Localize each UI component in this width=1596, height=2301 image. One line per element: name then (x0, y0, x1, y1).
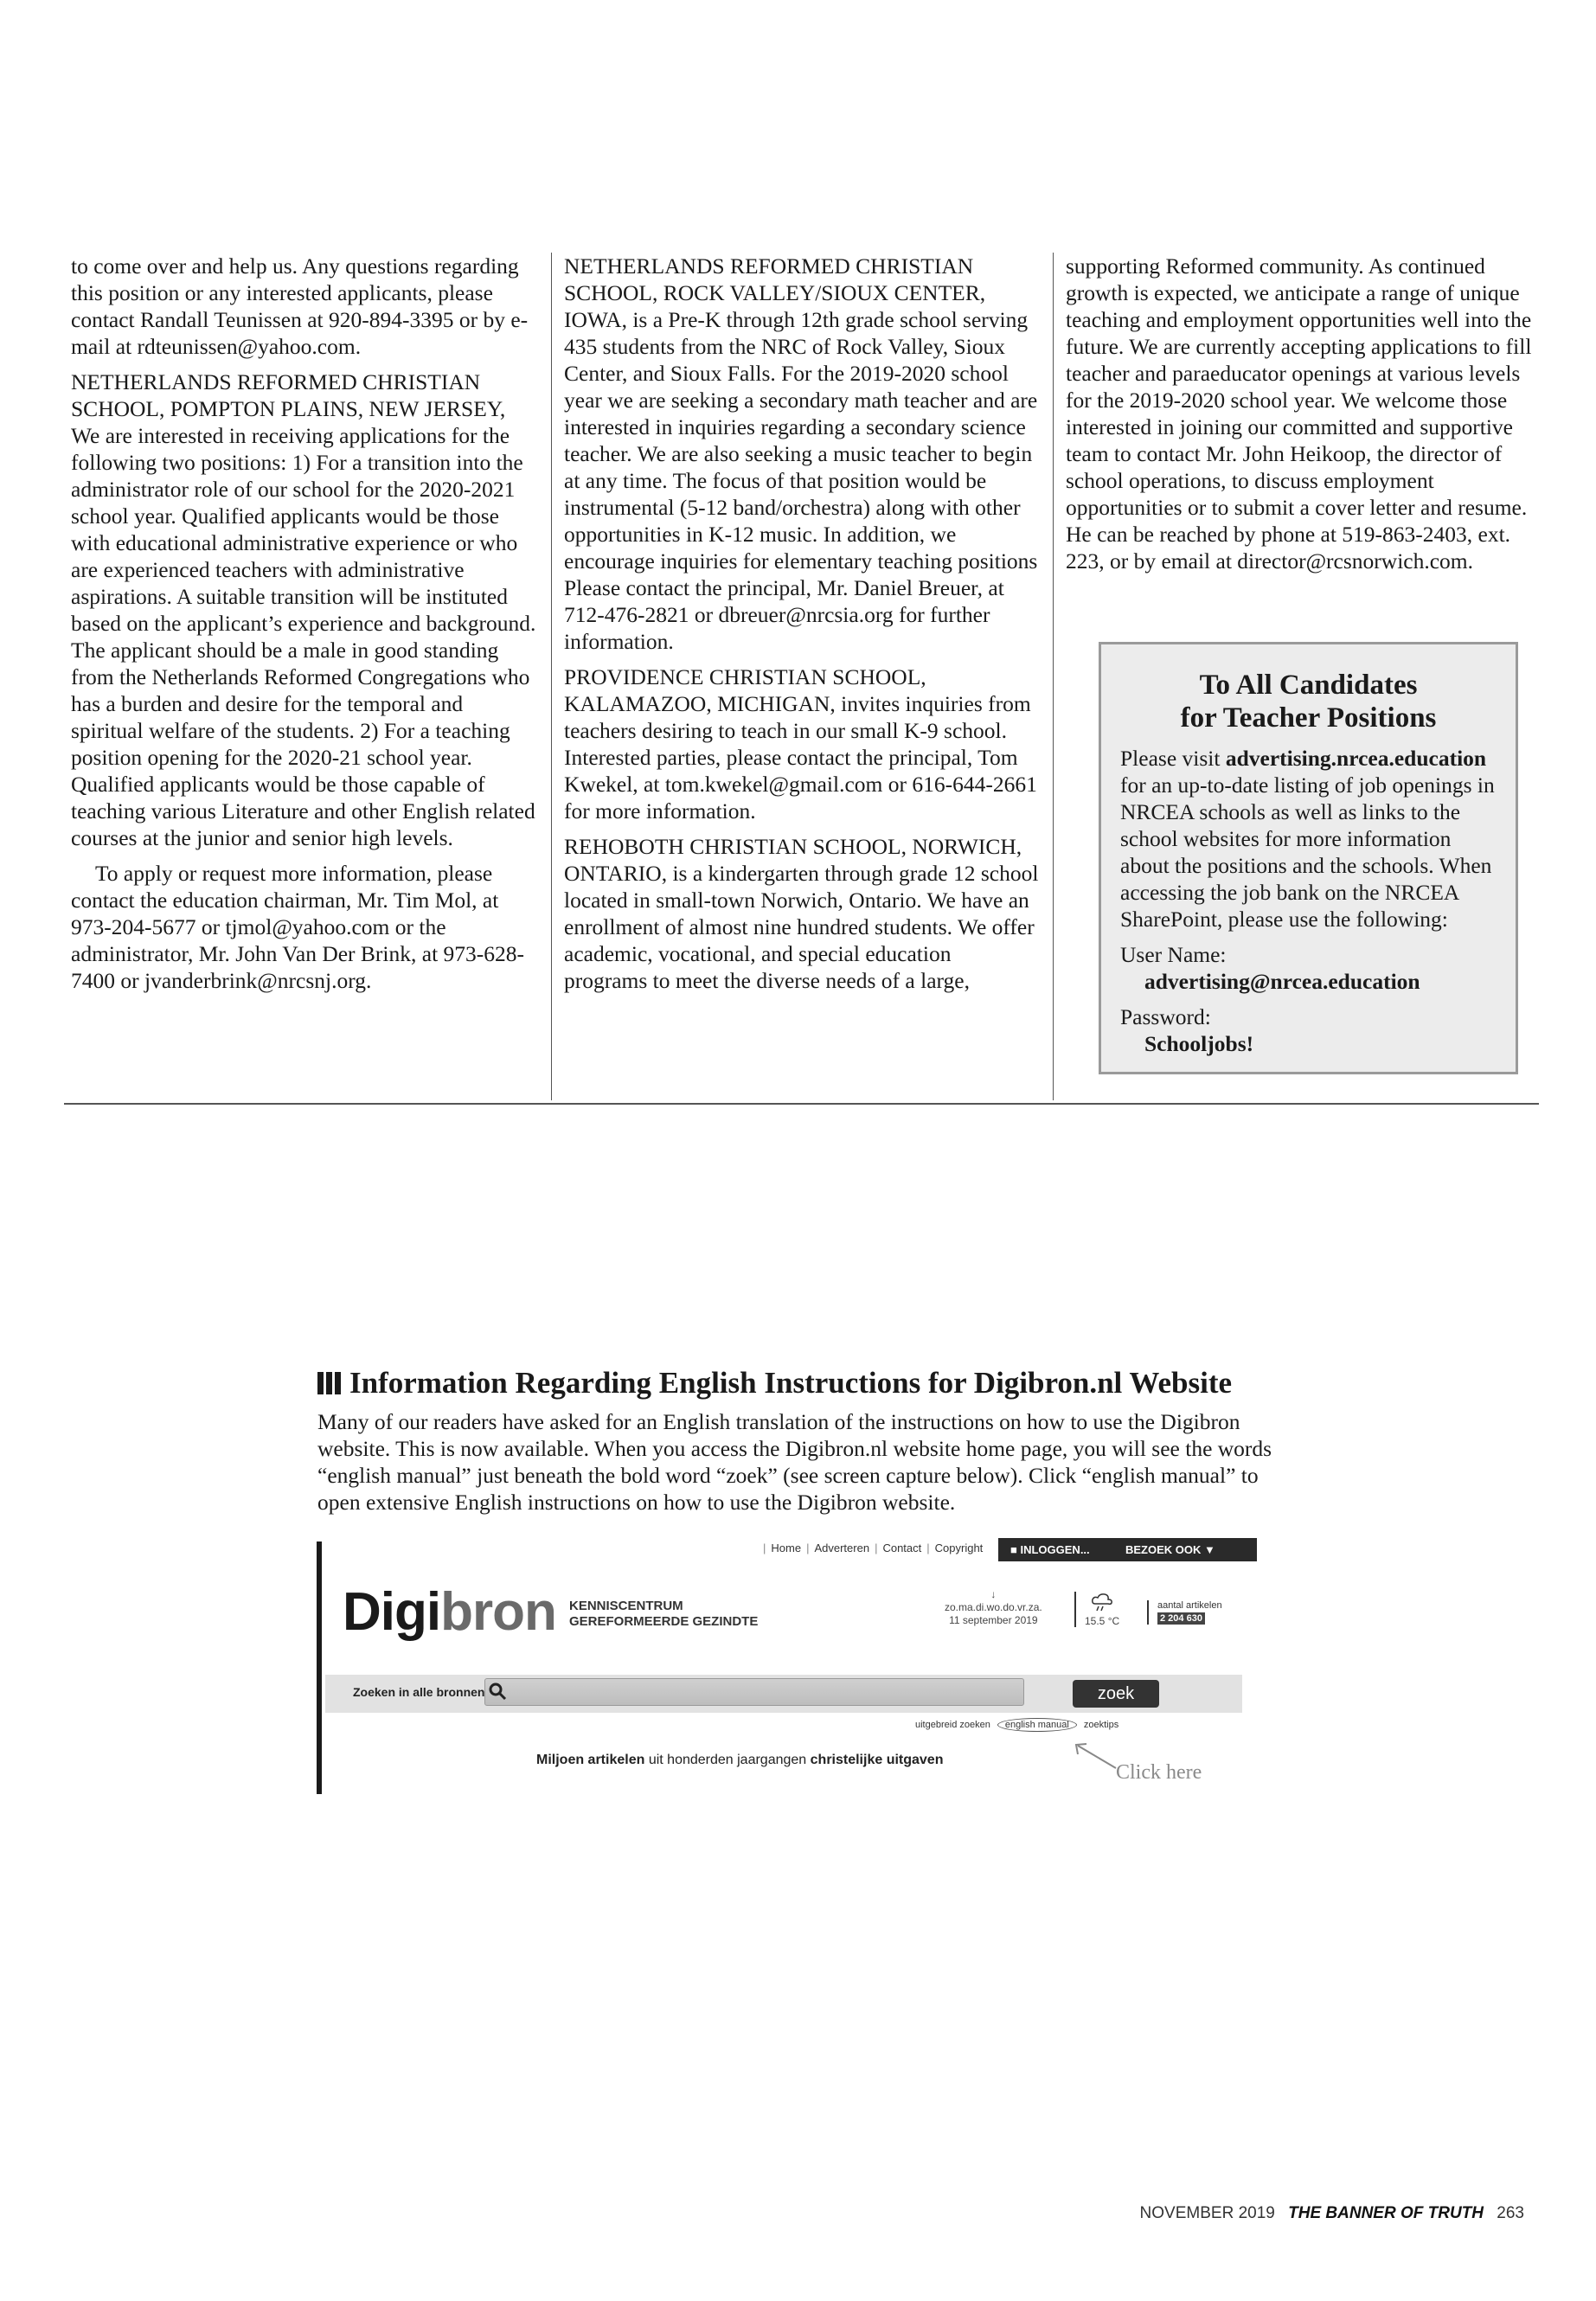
nav-copyright[interactable]: Copyright (934, 1541, 984, 1554)
advanced-search-link[interactable]: uitgebreid zoeken (915, 1720, 990, 1730)
down-arrow-icon: ↓ (990, 1588, 997, 1600)
click-here-annotation: Click here (1116, 1761, 1202, 1784)
publication-name: THE BANNER OF TRUTH (1288, 2204, 1484, 2222)
search-icon (486, 1680, 509, 1702)
search-input[interactable] (484, 1678, 1024, 1706)
nav-home[interactable]: Home (771, 1541, 802, 1554)
search-tips-link[interactable]: zoektips (1083, 1720, 1119, 1730)
column-1 (71, 253, 538, 1100)
page-footer (1116, 2204, 1524, 2223)
candidates-info-box (1099, 642, 1518, 1074)
col1-paragraph-3: To apply or request more information, please contact the education chairman, Mr. Tim Mol, at 973-204-5677 or tjmol@yahoo.com or the administrator, Mr. John Van Der Brink, at 973-628-7400 or jvanderbrink@nrcsnj.org. (71, 861, 525, 993)
col1-paragraph-2: NETHERLANDS REFORMED CHRISTIAN SCHOOL, POMPTON PLAINS, NEW JERSEY, We are interested in receiving applications for the following two positions: 1) For a transition into the administrator role of our school for the 2020-2021 school year. Qualified applicants would be those with educational administrative experience or who are experienced teachers with administrative aspirations. A suitable transition will be instituted based on the applicant’s experience and background. The applicant should be a male in good standing from the Netherlands Reformed Congregations who has a burden and desire for the temporal and spiritual welfare of the students. 2) For a teaching position opening for the 2020-21 school year. Qualified applicants would be those capable of teaching various Literature and other English related courses at the junior and senior high levels. (71, 369, 536, 850)
date-display: ↓ zo.ma.di.wo.do.vr.za. 11 september 2019 (945, 1588, 1042, 1626)
job-bank-link[interactable]: advertising.nrcea.education (1225, 746, 1487, 771)
col2-paragraph-2: PROVIDENCE CHRISTIAN SCHOOL, KALAMAZOO, MICHIGAN, invites inquiries from teachers desiring to teach in our small K-9 school. Interested parties, please contact the principal, Tom Kwekel, at tom.kwekel@gmail.com or 616-644-2661 for more information. (564, 664, 1037, 824)
top-nav: | Home | Adverteren | Contact | Copyright (763, 1541, 984, 1554)
nav-contact[interactable]: Contact (882, 1541, 922, 1554)
candidates-box-title: To All Candidates for Teacher Positions (1180, 670, 1437, 734)
section-marker-icon (317, 1372, 341, 1394)
col2-paragraph-3: REHOBOTH CHRISTIAN SCHOOL, NORWICH, ONTARIO, is a kindergarten through grade 12 school located in small-town Norwich, Ontario. We have an enrollment of almost nine hundred students. We offer academic, vocational, and special education programs to meet the diverse needs of a large, (564, 834, 1039, 993)
password-row (1120, 1003, 1497, 1057)
rain-cloud-icon (1090, 1592, 1114, 1612)
article-count: aantal artikelen 2 204 630 (1147, 1600, 1222, 1625)
login-button[interactable]: ■ INLOGGEN... (998, 1538, 1135, 1561)
logo-subtitle: KENNISCENTRUM GEREFORMEERDE GEZINDTE (569, 1599, 759, 1629)
column-divider (1053, 253, 1054, 1100)
tagline: Miljoen artikelen uit honderden jaargangen christelijke uitgaven (536, 1753, 944, 1767)
digibron-notice (317, 1365, 1278, 1516)
english-manual-link[interactable]: english manual (997, 1718, 1077, 1732)
screenshot-border (317, 1541, 322, 1794)
column-divider (551, 253, 552, 1100)
digibron-body: Many of our readers have asked for an English translation of the instructions on how to use the Digibron website. This is now available. When you access the Digibron.nl website home page, you will see the words “english manual” just beneath the bold word “zoek” (see screen capture below). Click “english manual” to open extensive English instructions on how to use the Digibron website. (317, 1409, 1272, 1515)
column-2 (564, 253, 1040, 1100)
weather-display (1074, 1592, 1119, 1627)
search-links (915, 1718, 1118, 1732)
digibron-logo[interactable]: Digibron (343, 1582, 556, 1642)
col2-paragraph-1: NETHERLANDS REFORMED CHRISTIAN SCHOOL, ROCK VALLEY/SIOUX CENTER, IOWA, is a Pre-K through 12th grade school serving 435 students from the NRC of Rock Valley, Sioux Center, and Sioux Falls. For the 2019-2020 school year we are seeking a secondary math teacher and are interested in inquiries regarding a secondary science teacher. We are also seeking a music teacher to begin at any time. The focus of that position would be instrumental (5-12 band/orchestra) along with other opportunities in K-12 music. In addition, we encourage inquiries for elementary teaching positions Please contact the principal, Mr. Daniel Breuer, at 712-476-2821 or dbreuer@nrcsia.org for further information. (564, 253, 1038, 654)
lock-icon: ■ (1010, 1543, 1017, 1556)
issue-date: NOVEMBER 2019 (1139, 2204, 1275, 2222)
page-number: 263 (1497, 2204, 1524, 2222)
username-label: User Name: (1120, 942, 1227, 967)
temperature: 15.5 °C (1085, 1615, 1120, 1627)
col3-paragraph-1: supporting Reformed community. As continued growth is expected, we anticipate a range of unique teaching and employment opportunities well into the future. We are currently accepting applications to fill teacher and paraeducator openings at various levels for the 2019-2020 school year. We welcome those interested in joining our committed and supportive team to contact Mr. John Heikoop, the director of school operations, to discuss employment opportunities or to submit a cover letter and resume. He can be reached by phone at 519-863-2403, ext. 223, or by email at director@rcsnorwich.com. (1066, 253, 1532, 574)
section-divider (64, 1103, 1539, 1105)
password-value: Schooljobs! (1144, 1031, 1254, 1056)
pointer-arrow-icon (1071, 1740, 1123, 1775)
zoek-button[interactable]: zoek (1073, 1680, 1159, 1708)
search-label: Zoeken in alle bronnen (353, 1685, 485, 1699)
username-value: advertising@nrcea.education (1144, 969, 1420, 994)
candidates-box-intro: Please visit advertising.nrcea.education for an up-to-date listing of job openings in NRCEA schools as well as links to the school websites for more information about the positions and the schools. When accessing the job bank on the NRCEA SharePoint, please use the following: (1120, 746, 1495, 932)
digibron-heading: Information Regarding English Instructions for Digibron.nl Website (317, 1365, 1278, 1401)
password-label: Password: (1120, 1004, 1211, 1029)
col1-paragraph-1: to come over and help us. Any questions regarding this position or any interested applicants, please contact Randall Teunissen at 920-894-3395 or by e-mail at rdteunissen@yahoo.com. (71, 253, 529, 359)
username-row (1120, 941, 1497, 995)
digibron-screenshot (313, 1536, 1265, 1796)
nav-adverteren[interactable]: Adverteren (814, 1541, 870, 1554)
visit-also-button[interactable]: BEZOEK OOK ▼ (1113, 1538, 1257, 1561)
